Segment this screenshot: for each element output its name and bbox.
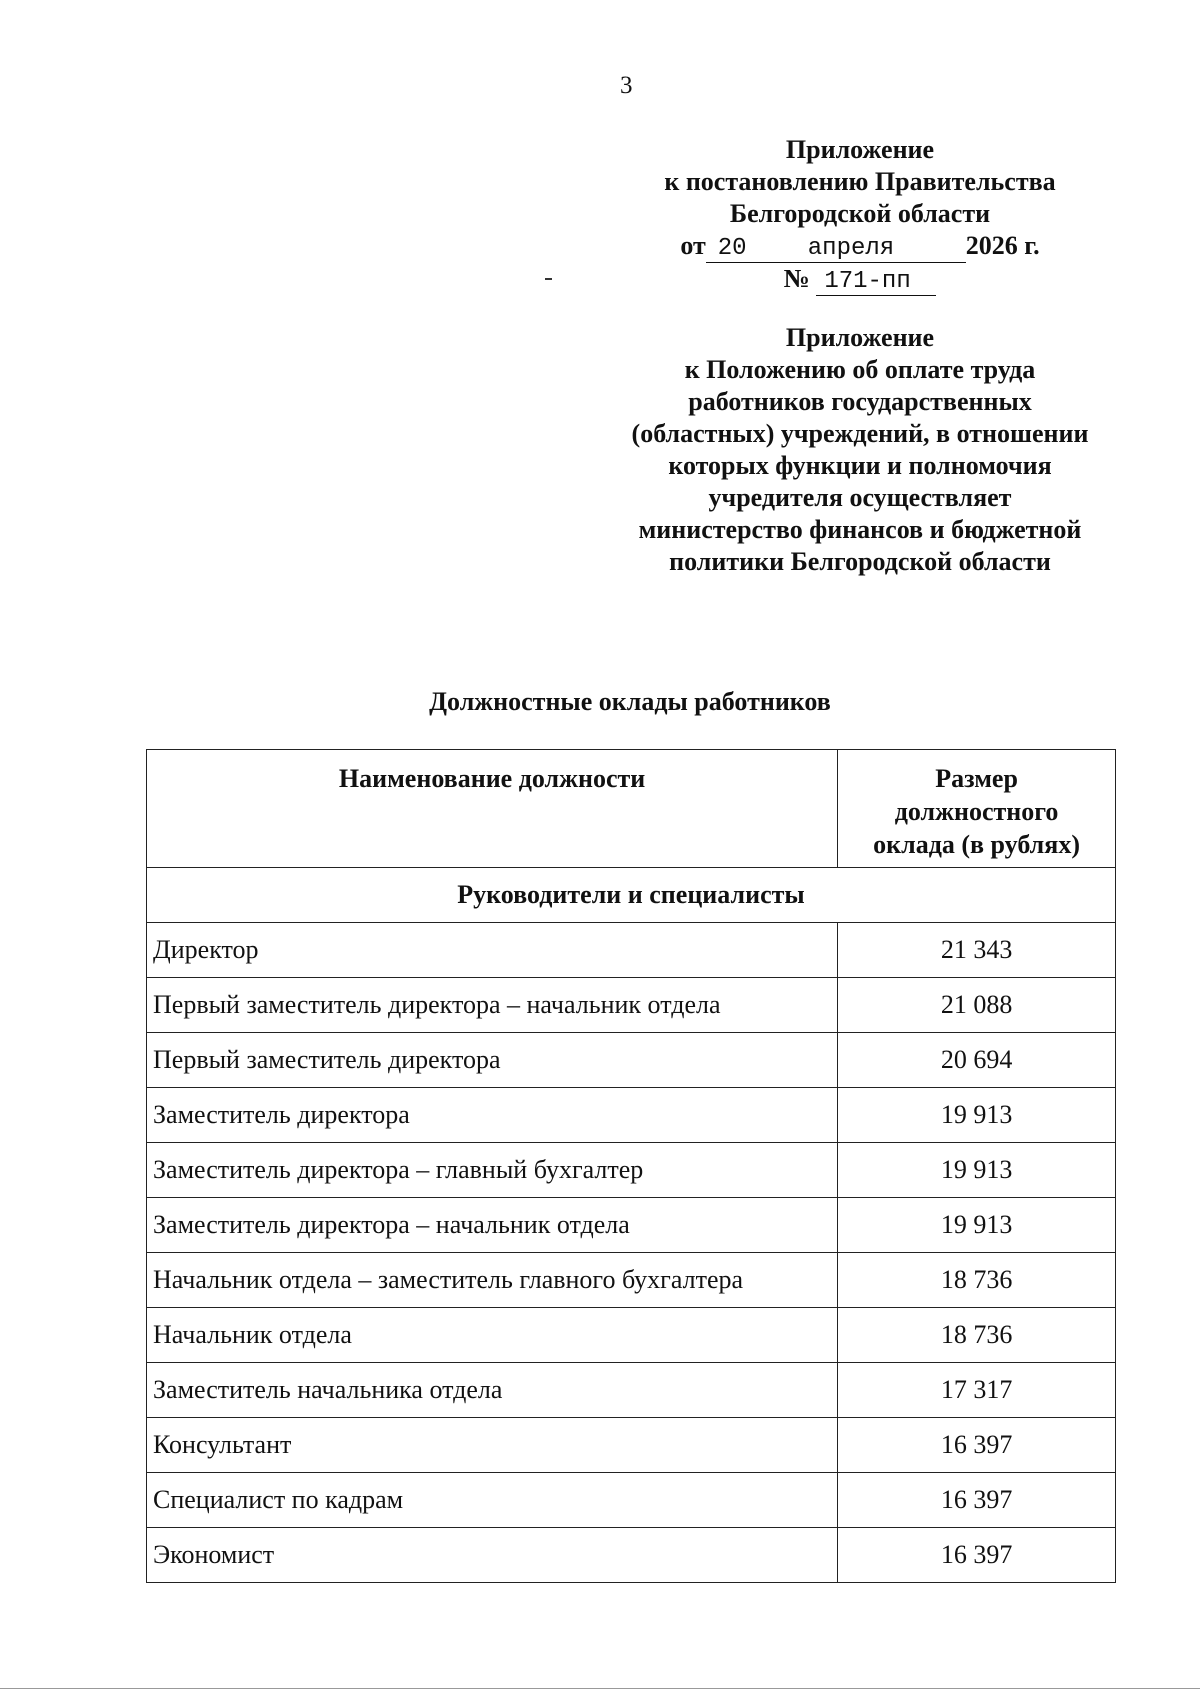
table-row: [147, 1308, 1116, 1363]
position-name: Заместитель начальника отдела: [147, 1363, 838, 1418]
table-row: [147, 1528, 1116, 1583]
date-month: апреля: [806, 236, 966, 263]
annex-date-line: [585, 230, 1135, 263]
page-number: 3: [620, 72, 633, 99]
table-row: [147, 1253, 1116, 1308]
position-name: Заместитель директора – начальник отдела: [147, 1198, 838, 1253]
sub-annex-line: политики Белгородской области: [669, 547, 1051, 576]
position-name: Экономист: [147, 1528, 838, 1583]
annex-line-resolution: к постановлению Правительства: [664, 167, 1056, 196]
table-row: [147, 1363, 1116, 1418]
position-salary: 16 397: [838, 1473, 1116, 1528]
sub-annex-title: Приложение: [785, 323, 935, 352]
document-number: 171-пп: [816, 269, 936, 296]
position-name: Первый заместитель директора – начальник отдела: [147, 978, 838, 1033]
position-name: Специалист по кадрам: [147, 1473, 838, 1528]
sub-annex-line: (областных) учреждений, в отношении: [631, 419, 1089, 448]
document-title: Должностные оклады работников: [429, 687, 831, 716]
section-row: [147, 868, 1116, 923]
position-salary: 19 913: [838, 1143, 1116, 1198]
position-name: Первый заместитель директора: [147, 1033, 838, 1088]
column-header-salary: [838, 750, 1116, 868]
position-salary: 17 317: [838, 1363, 1116, 1418]
date-day: 20: [706, 236, 806, 263]
table-row: [147, 1473, 1116, 1528]
position-name: Заместитель директора: [147, 1088, 838, 1143]
number-prefix: №: [783, 264, 810, 293]
annex-title: Приложение: [785, 135, 935, 164]
position-salary: 21 343: [838, 923, 1116, 978]
position-salary: 18 736: [838, 1253, 1116, 1308]
scan-edge-line: [0, 1688, 1200, 1689]
position-name: Консультант: [147, 1418, 838, 1473]
column-header-salary-line: должностного: [894, 797, 1059, 826]
position-salary: 19 913: [838, 1088, 1116, 1143]
table-row: [147, 978, 1116, 1033]
table-row: [147, 1418, 1116, 1473]
table-row: [147, 1033, 1116, 1088]
salary-table: [146, 749, 1116, 1583]
position-salary: 21 088: [838, 978, 1116, 1033]
position-name: Директор: [147, 923, 838, 978]
position-salary: 18 736: [838, 1308, 1116, 1363]
sub-annex-line: которых функции и полномочия: [668, 451, 1052, 480]
table-row: [147, 1198, 1116, 1253]
sub-annex-line: к Положению об оплате труда: [684, 355, 1036, 384]
position-name: Заместитель директора – главный бухгалтер: [147, 1143, 838, 1198]
sub-annex-line: министерство финансов и бюджетной: [638, 515, 1082, 544]
date-year: 2026 г.: [965, 231, 1040, 260]
annex-line-region: Белгородской области: [729, 199, 991, 228]
column-header-salary-line: Размер: [935, 764, 1018, 793]
table-row: [147, 923, 1116, 978]
position-name: Начальник отдела – заместитель главного бухгалтера: [147, 1253, 838, 1308]
position-salary: 20 694: [838, 1033, 1116, 1088]
sub-annex-line: работников государственных: [688, 387, 1032, 416]
annex-header: [585, 134, 1135, 578]
table-row: [147, 1088, 1116, 1143]
sub-annex-line: учредителя осуществляет: [708, 483, 1012, 512]
position-salary: 16 397: [838, 1418, 1116, 1473]
position-name: Начальник отдела: [147, 1308, 838, 1363]
position-salary: 16 397: [838, 1528, 1116, 1583]
date-prefix: от: [680, 231, 706, 260]
column-header-position: Наименование должности: [147, 750, 838, 868]
section-title: Руководители и специалисты: [147, 868, 1116, 923]
position-salary: 19 913: [838, 1198, 1116, 1253]
table-header-row: [147, 750, 1116, 868]
annex-number-line: [585, 263, 1135, 296]
table-row: [147, 1143, 1116, 1198]
scan-mark: [545, 278, 552, 280]
column-header-salary-line: оклада (в рублях): [873, 830, 1080, 859]
